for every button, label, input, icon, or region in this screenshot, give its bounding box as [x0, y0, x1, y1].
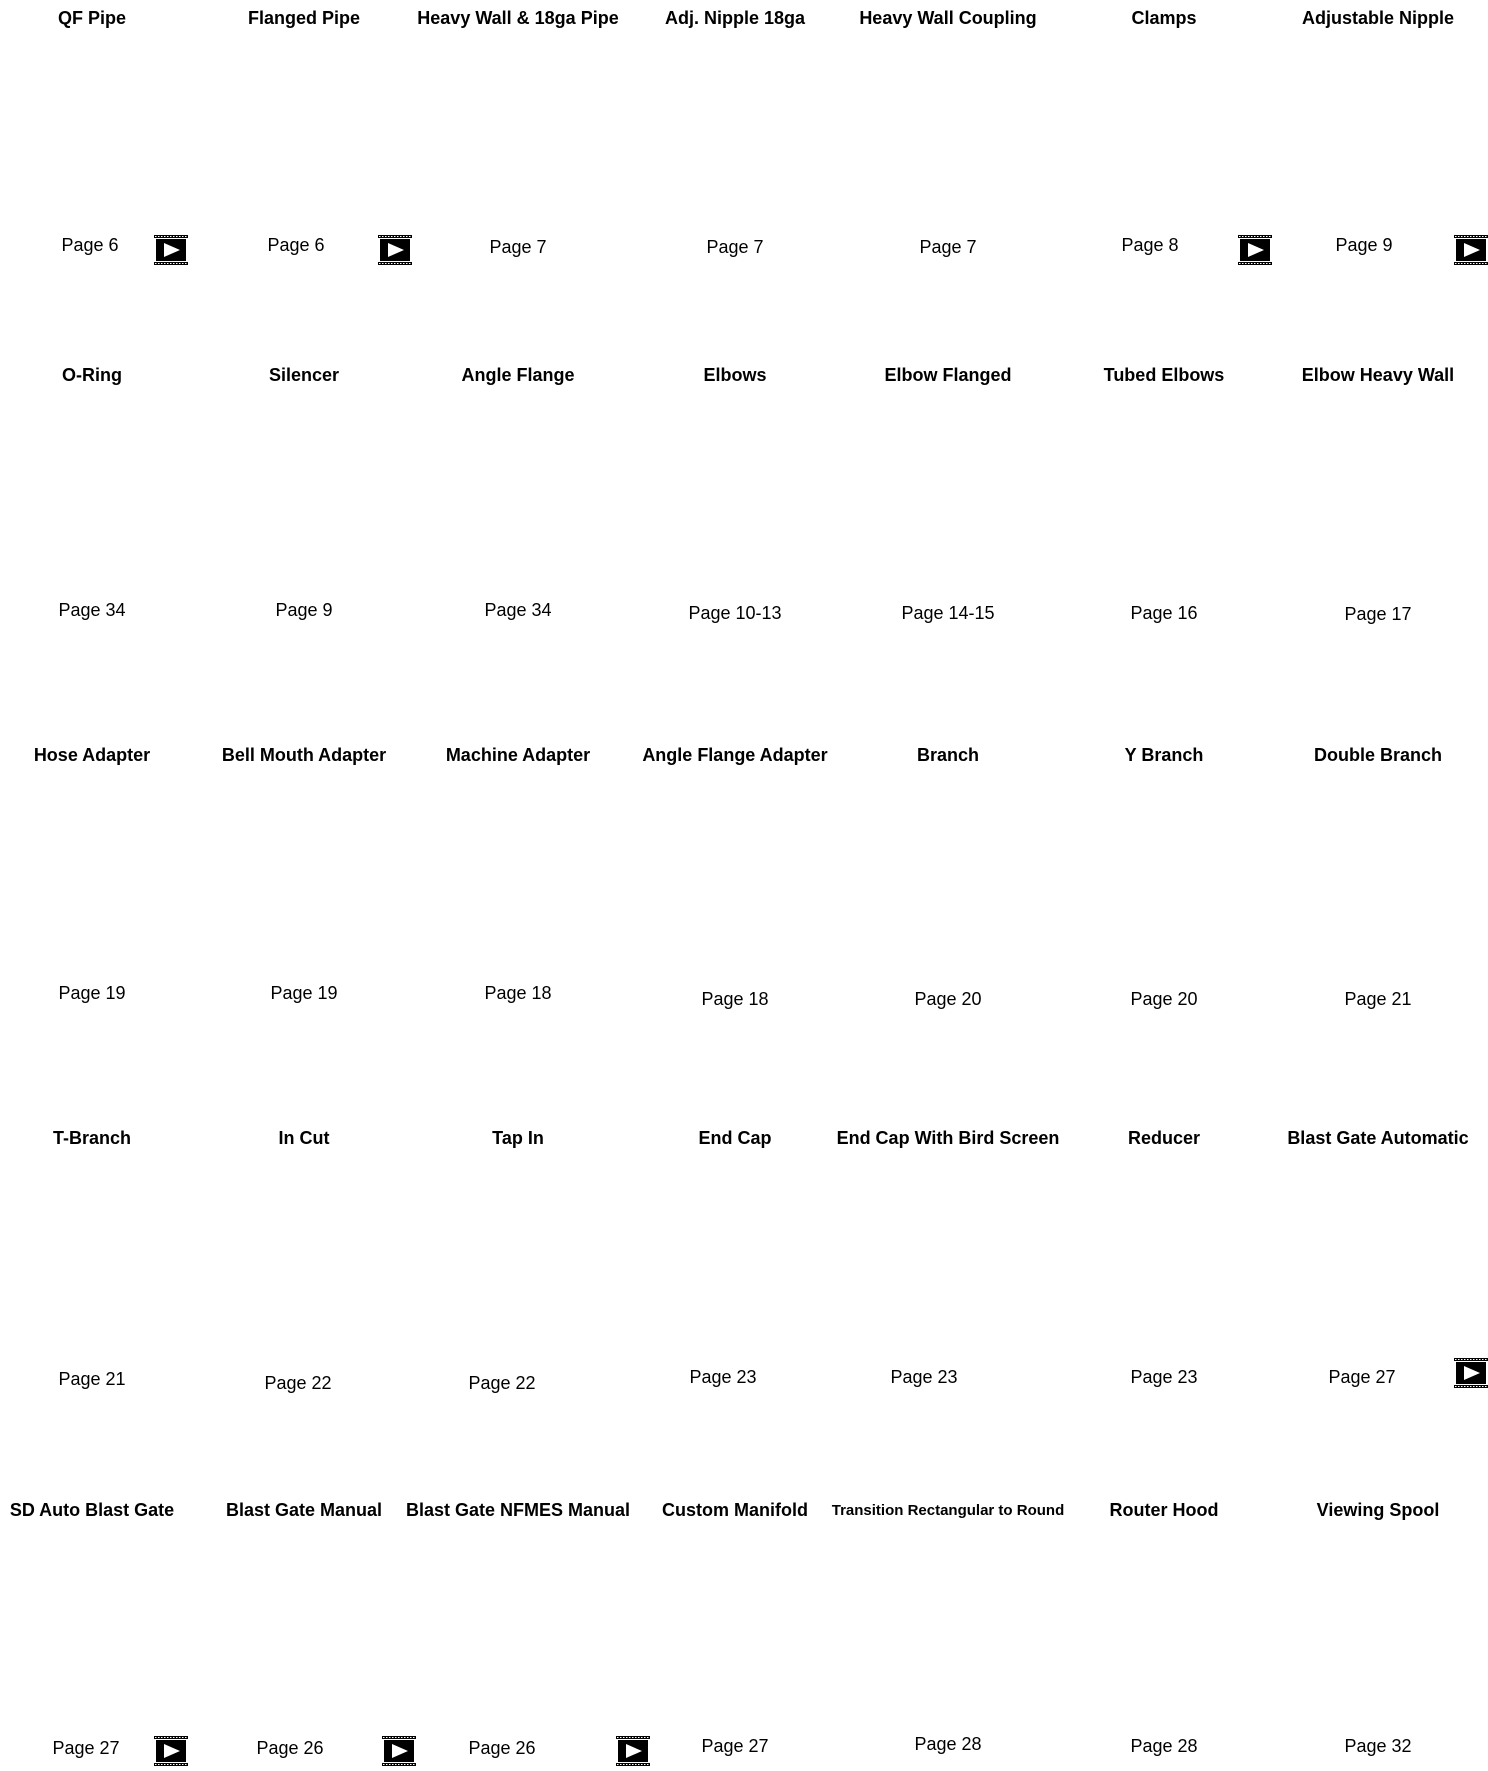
- page-reference-link[interactable]: Page 10-13: [688, 603, 782, 623]
- product-title-link[interactable]: Elbow Heavy Wall: [1301, 365, 1455, 385]
- page-reference-link[interactable]: Page 7: [706, 237, 764, 257]
- product-title-link[interactable]: O-Ring: [62, 365, 122, 385]
- page-reference-link[interactable]: Page 27: [1328, 1367, 1396, 1387]
- product-title-link[interactable]: Blast Gate NFMES Manual: [405, 1500, 631, 1520]
- page-reference-link[interactable]: Page 9: [1335, 235, 1393, 255]
- product-title-link[interactable]: Bell Mouth Adapter: [221, 745, 387, 765]
- page-reference-link[interactable]: Page 34: [58, 600, 126, 620]
- product-title-link[interactable]: Tap In: [492, 1128, 544, 1148]
- product-title-link[interactable]: End Cap With Bird Screen: [836, 1128, 1060, 1148]
- page-reference-link[interactable]: Page 9: [275, 600, 333, 620]
- page-reference-link[interactable]: Page 17: [1344, 604, 1412, 624]
- page-reference-link[interactable]: Page 6: [267, 235, 325, 255]
- product-title-link[interactable]: SD Auto Blast Gate: [9, 1500, 175, 1520]
- product-title-link[interactable]: Y Branch: [1124, 745, 1204, 765]
- page-reference-link[interactable]: Page 28: [914, 1734, 982, 1754]
- page-reference-link[interactable]: Page 23: [890, 1367, 958, 1387]
- product-title-link[interactable]: Heavy Wall Coupling: [859, 8, 1037, 28]
- page-reference-link[interactable]: Page 34: [484, 600, 552, 620]
- video-play-icon[interactable]: [1454, 235, 1488, 265]
- page-reference-link[interactable]: Page 28: [1130, 1736, 1198, 1756]
- product-title-link[interactable]: Silencer: [268, 365, 340, 385]
- product-title-link[interactable]: Reducer: [1127, 1128, 1201, 1148]
- product-title-link[interactable]: Adjustable Nipple: [1301, 8, 1454, 28]
- product-title-link[interactable]: Clamps: [1131, 8, 1197, 28]
- product-title-link[interactable]: Adj. Nipple 18ga: [664, 8, 806, 28]
- video-play-icon[interactable]: [1454, 1358, 1488, 1388]
- page-reference-link[interactable]: Page 23: [689, 1367, 757, 1387]
- page-reference-link[interactable]: Page 22: [468, 1373, 536, 1393]
- page-reference-link[interactable]: Page 16: [1130, 603, 1198, 623]
- product-title-link[interactable]: Blast Gate Manual: [225, 1500, 383, 1520]
- product-title-link[interactable]: Custom Manifold: [662, 1500, 808, 1520]
- page-reference-link[interactable]: Page 27: [701, 1736, 769, 1756]
- product-title-link[interactable]: Angle Flange: [461, 365, 575, 385]
- page-reference-link[interactable]: Page 20: [914, 989, 982, 1009]
- page-reference-link[interactable]: Page 8: [1121, 235, 1179, 255]
- product-title-link[interactable]: Elbows: [703, 365, 767, 385]
- page-reference-link[interactable]: Page 7: [919, 237, 977, 257]
- page-reference-link[interactable]: Page 14-15: [901, 603, 995, 623]
- product-title-link[interactable]: Flanged Pipe: [247, 8, 361, 28]
- product-title-link[interactable]: T-Branch: [52, 1128, 131, 1148]
- page-reference-link[interactable]: Page 19: [270, 983, 338, 1003]
- page-reference-link[interactable]: Page 21: [1344, 989, 1412, 1009]
- page-reference-link[interactable]: Page 23: [1130, 1367, 1198, 1387]
- page-reference-link[interactable]: Page 26: [468, 1738, 536, 1758]
- product-title-link[interactable]: Machine Adapter: [445, 745, 591, 765]
- product-title-link[interactable]: Hose Adapter: [33, 745, 151, 765]
- product-title-link[interactable]: Blast Gate Automatic: [1287, 1128, 1469, 1148]
- product-title-link[interactable]: Router Hood: [1109, 1500, 1219, 1520]
- product-title-link[interactable]: In Cut: [278, 1128, 330, 1148]
- page-reference-link[interactable]: Page 27: [52, 1738, 120, 1758]
- page-reference-link[interactable]: Page 19: [58, 983, 126, 1003]
- video-play-icon[interactable]: [154, 235, 188, 265]
- page-reference-link[interactable]: Page 22: [264, 1373, 332, 1393]
- video-play-icon[interactable]: [1238, 235, 1272, 265]
- page-reference-link[interactable]: Page 18: [701, 989, 769, 1009]
- product-title-link[interactable]: Branch: [916, 745, 979, 765]
- product-title-link[interactable]: Viewing Spool: [1316, 1500, 1440, 1520]
- product-title-link[interactable]: Elbow Flanged: [884, 365, 1012, 385]
- page-reference-link[interactable]: Page 20: [1130, 989, 1198, 1009]
- video-play-icon[interactable]: [378, 235, 412, 265]
- product-title-link[interactable]: Heavy Wall & 18ga Pipe: [417, 8, 619, 28]
- page-reference-link[interactable]: Page 21: [58, 1369, 126, 1389]
- product-title-link[interactable]: Double Branch: [1313, 745, 1442, 765]
- page-reference-link[interactable]: Page 7: [489, 237, 547, 257]
- product-title-link[interactable]: Transition Rectangular to Round: [831, 1502, 1065, 1519]
- page-reference-link[interactable]: Page 26: [256, 1738, 324, 1758]
- page-reference-link[interactable]: Page 6: [61, 235, 119, 255]
- page-reference-link[interactable]: Page 18: [484, 983, 552, 1003]
- page-reference-link[interactable]: Page 32: [1344, 1736, 1412, 1756]
- product-title-link[interactable]: Tubed Elbows: [1103, 365, 1225, 385]
- product-title-link[interactable]: QF Pipe: [57, 8, 126, 28]
- product-title-link[interactable]: Angle Flange Adapter: [642, 745, 828, 765]
- product-title-link[interactable]: End Cap: [698, 1128, 772, 1148]
